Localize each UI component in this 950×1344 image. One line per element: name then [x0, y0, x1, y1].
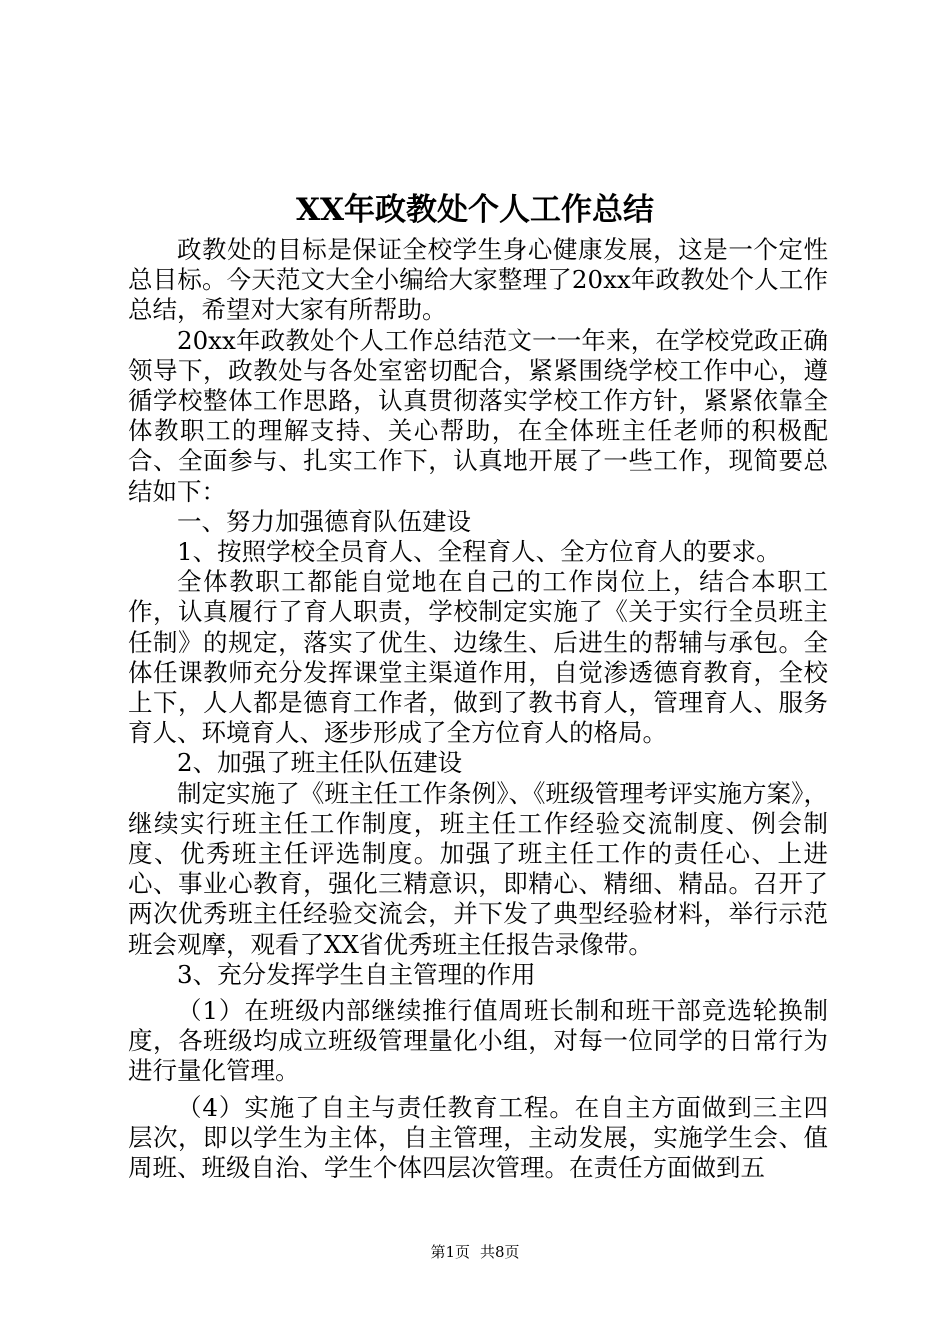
- document-title: XX年政教处个人工作总结: [295, 192, 655, 228]
- subheading-1-3: 3、充分发挥学生自主管理的作用: [177, 959, 536, 989]
- subheading-1-2: 2、加强了班主任队伍建设: [177, 748, 463, 778]
- subheading-1-1: 1、按照学校全员育人、全程育人、全方位育人的要求。: [177, 537, 781, 567]
- paragraph-head-teacher-team: 制定实施了《班主任工作条例》、《班级管理考评实施方案》，继续实行班主任工作制度，班主任工作经验交流制度、例会制度、优秀班主任评选制度。加强了班主任工作的责任心、上进心、事业心教育，强化三精意识，即精心、精细、精品。召开了两次优秀班主任经验交流会，并下发了典型经验材料，举行示范班会观摩，观看了XX省优秀班主任报告录像带。: [128, 778, 828, 959]
- paragraph-item-1: （1）在班级内部继续推行值周班长制和班干部竞选轮换制度，各班级均成立班级管理量化小组，对每一位同学的日常行为进行量化管理。: [128, 996, 828, 1086]
- paragraph-item-4: （4）实施了自主与责任教育工程。在自主方面做到三主四层次，即以学生为主体，自主管理，主动发展，实施学生会、值周班、班级自治、学生个体四层次管理。在责任方面做到五: [128, 1092, 828, 1183]
- page-total: 共8页: [480, 1243, 520, 1261]
- page-number: 第1页: [430, 1243, 470, 1261]
- paragraph-all-staff-education: 全体教职工都能自觉地在自己的工作岗位上，结合本职工作，认真履行了育人职责，学校制定实施了《关于实行全员班主任制》的规定，落实了优生、边缘生、后进生的帮辅与承包。全体任课教师充分发挥课堂主渠道作用，自觉渗透德育教育，全校上下，人人都是德育工作者，做到了教书育人，管理育人、服务育人、环境育人、逐步形成了全方位育人的格局。: [128, 567, 828, 748]
- paragraph-summary-opening: 20xx年政教处个人工作总结范文一一年来，在学校党政正确领导下，政教处与各处室密切配合，紧紧围绕学校工作中心，遵循学校整体工作思路，认真贯彻落实学校工作方针，紧紧依靠全体教职工的理解支持、关心帮助，在全体班主任老师的积极配合、全面参与、扎实工作下，认真地开展了一些工作，现简要总结如下：: [128, 325, 828, 506]
- paragraph-intro: 政教处的目标是保证全校学生身心健康发展，这是一个定性总目标。今天范文大全小编给大家整理了20xx年政教处个人工作总结，希望对大家有所帮助。: [128, 235, 828, 325]
- page-footer: [0, 1240, 950, 1264]
- section-heading-1: 一、努力加强德育队伍建设: [177, 506, 471, 536]
- document-body: [128, 235, 828, 1183]
